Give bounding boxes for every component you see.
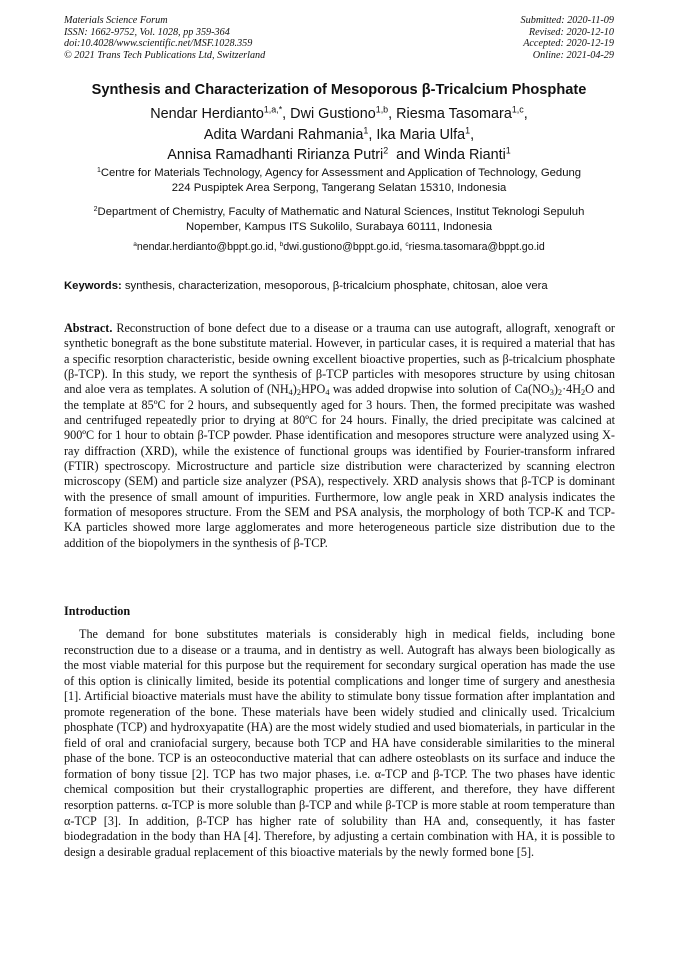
abstract-text: ) [553, 382, 558, 397]
revised-date: Revised: 2020-12-10 [528, 26, 614, 38]
author-line [40, 125, 638, 146]
author-list [40, 104, 638, 166]
section-heading-introduction: Introduction [64, 604, 131, 618]
keywords [64, 279, 616, 294]
email-link[interactable]: riesma.tasomara@bppt.go.id [408, 241, 545, 253]
paper-title: Synthesis and Characterization of Mesoporous β-Tricalcium Phosphate [91, 82, 587, 98]
copyright: © 2021 Trans Tech Publications Ltd, Switzerland [64, 49, 266, 61]
author-separator: , [470, 126, 475, 143]
author-name: Winda Rianti [424, 147, 506, 163]
abstract-text: HPO [300, 382, 326, 397]
author-separator: , [282, 106, 291, 122]
author-name: Annisa Ramadhanti Ririanza Putri [167, 147, 384, 163]
publication-dates [521, 15, 614, 61]
formula-subscript: 2 [581, 388, 586, 398]
email-separator: , [399, 241, 406, 253]
affiliation-1 [60, 166, 618, 196]
abstract [64, 321, 615, 551]
affiliation-2 [60, 205, 618, 235]
formula-subscript: 2 [557, 388, 563, 398]
author-separator: , [368, 126, 377, 143]
introduction-paragraph: The demand for bone substitutes materials is considerably high in medical fields, including bone reconstruction due to a disease or a trauma, and in dentistry as well. Autograft has always been biologically as the most viable material for this purpose but the requirement for secondary surgical operation has made the use of this option is clinically limited, beside its potential complications and longer time of surgery and anesthesia [1]. Artificial bioactive materials must have the ability to stimulate bony tissue formation after implantation and promote regeneration of the bone. These materials have been widely studied and clinically used. Tricalcium phosphate (TCP) and hydroxyapatite (HA) are the most widely studied and used biomaterials, in particular in the field of oral and craniofacial surgery, because both TCP and HA have considerable similarities to the mineral phase of the bone. TCP is an osteoconductive material that can adhere osteoblasts on its surface and induce the formation of bony tissue [2]. TCP has two major phases, i.e. α-TCP and β-TCP. The two phases have identic chemical composition but their crystallographic properties are different, and therefore, they have different resorption patterns. α-TCP is more soluble than β-TCP and while β-TCP is more stable at room temperature than α-TCP [3]. In addition, β-TCP has higher rate of solubility than HA and, consequently, it has faster biodegradation in the body than HA [4]. Therefore, by adjusting a certain combination with HA, it is possible to design a desirable gradual replacement of this bioactive materials by the newly formed bone [5]. [64, 627, 615, 859]
abstract-label: Abstract. [64, 321, 113, 335]
affiliation-line [60, 166, 618, 181]
email-mark: c [405, 241, 409, 249]
doi: doi:10.4028/www.scientific.net/MSF.1028.359 [64, 38, 253, 50]
email-mark: b [279, 241, 284, 249]
author-affiliation-mark: 1,a,* [263, 104, 283, 115]
abstract-text: ) [292, 382, 297, 397]
affiliation-text: 224 Puspiptek Area Serpong, Tangerang Selatan 15310, Indonesia [171, 182, 507, 195]
abstract-text: Reconstruction of bone defect due to a disease or a trauma can use autograft, allograft, xenograft or synthetic bonegraft as the bone substitute material. However, in particular cases, it is required a material that has a specific resorption characteristic, beside owning excellent bioactive properties, such as β-tricalcium phosphate (β-TCP). In this study, we report the synthesis of β-TCP particles with mesopores structure by using chitosan and aloe vera as templates. A solution of (NH [64, 321, 615, 397]
email-line [60, 240, 618, 255]
author-line [40, 104, 638, 125]
author-separator: and [388, 147, 425, 163]
submitted-date: Submitted: 2020-11-09 [520, 15, 614, 26]
author-affiliation-mark: 1,b [375, 104, 389, 115]
keywords-label: Keywords: [64, 280, 122, 292]
affiliation-mark: 2 [93, 205, 98, 213]
formula-subscript: 4 [325, 388, 330, 398]
formula-subscript: 3 [549, 388, 554, 398]
author-affiliation-mark: 2 [383, 145, 389, 156]
email-list [60, 240, 618, 255]
email-separator: , [273, 241, 280, 253]
author-affiliation-mark: 1 [363, 125, 369, 136]
affiliation-mark: 1 [96, 166, 101, 174]
affiliation-line [60, 205, 618, 220]
keywords-text: synthesis, characterization, mesoporous, β-tricalcium phosphate, chitosan, aloe vera [121, 280, 548, 292]
online-date: Online: 2021-04-29 [532, 49, 614, 61]
author-name: Adita Wardani Rahmania [203, 126, 364, 143]
abstract-text: was added dropwise into solution of Ca(NO [329, 382, 550, 397]
affiliation-text: Centre for Materials Technology, Agency for Assessment and Application of Technology, Gedung [100, 167, 582, 179]
email-link[interactable]: nendar.herdianto@bppt.go.id [136, 241, 274, 253]
issn: ISSN: 1662-9752, Vol. 1028, pp 359-364 [64, 26, 230, 38]
formula-subscript: 2 [296, 388, 301, 398]
abstract-text: O and the template at 85ºC for 2 hours, and subsequently aged for 3 hours. Then, the formed precipitate was washed and centrifuged repeatedly prior to drying at 80ºC for 24 hours. Finally, the dried precipitate was calcined at 900ºC for 1 hour to obtain β-TCP powder. Phase identification and mesopores structure were analyzed using X-ray diffraction (XRD), while the existence of functional groups was identified by Fourier-transform infrared (FTIR) spectroscopy. Microstructure and particle size distribution were characterized by scanning electron microscopy (SEM) and particle size analyzer (PSA), respectively. XRD analysis shows that β-TCP is dominant with the presence of small amount of impurities. Furthermore, low angle peak in XRD analysis indicates the formation of mesopores structure. From the SEM and PSA analysis, the morphology of both TCP-K and TCP-KA particles showed more large agglomerates and more heterogeneous particle size distribution due to the addition of the biopolymers in the synthesis of β-TCP. [64, 382, 615, 550]
journal-name: Materials Science Forum [64, 15, 168, 26]
author-separator: , [388, 106, 397, 122]
email-link[interactable]: dwi.gustiono@bppt.go.id [283, 241, 400, 253]
affiliation-text: Department of Chemistry, Faculty of Mathematic and Natural Sciences, Institut Teknologi Sepuluh [97, 206, 585, 218]
author-name: Riesma Tasomara [396, 106, 512, 122]
author-name: Nendar Herdianto [150, 106, 264, 122]
author-separator: , [523, 106, 528, 122]
email-mark: a [133, 241, 137, 249]
formula-subscript: 4 [288, 388, 293, 398]
journal-info [64, 15, 265, 61]
author-affiliation-mark: 1 [505, 145, 511, 156]
author-name: Ika Maria Ulfa [376, 126, 466, 143]
author-affiliation-mark: 1 [465, 125, 471, 136]
author-name: Dwi Gustiono [290, 106, 376, 122]
affiliation-text: Nopember, Kampus ITS Sukolilo, Surabaya 60111, Indonesia [185, 221, 493, 234]
abstract-text: ·4H [562, 382, 582, 397]
accepted-date: Accepted: 2020-12-19 [523, 38, 614, 50]
author-line [40, 145, 638, 166]
author-affiliation-mark: 1,c [511, 104, 524, 115]
